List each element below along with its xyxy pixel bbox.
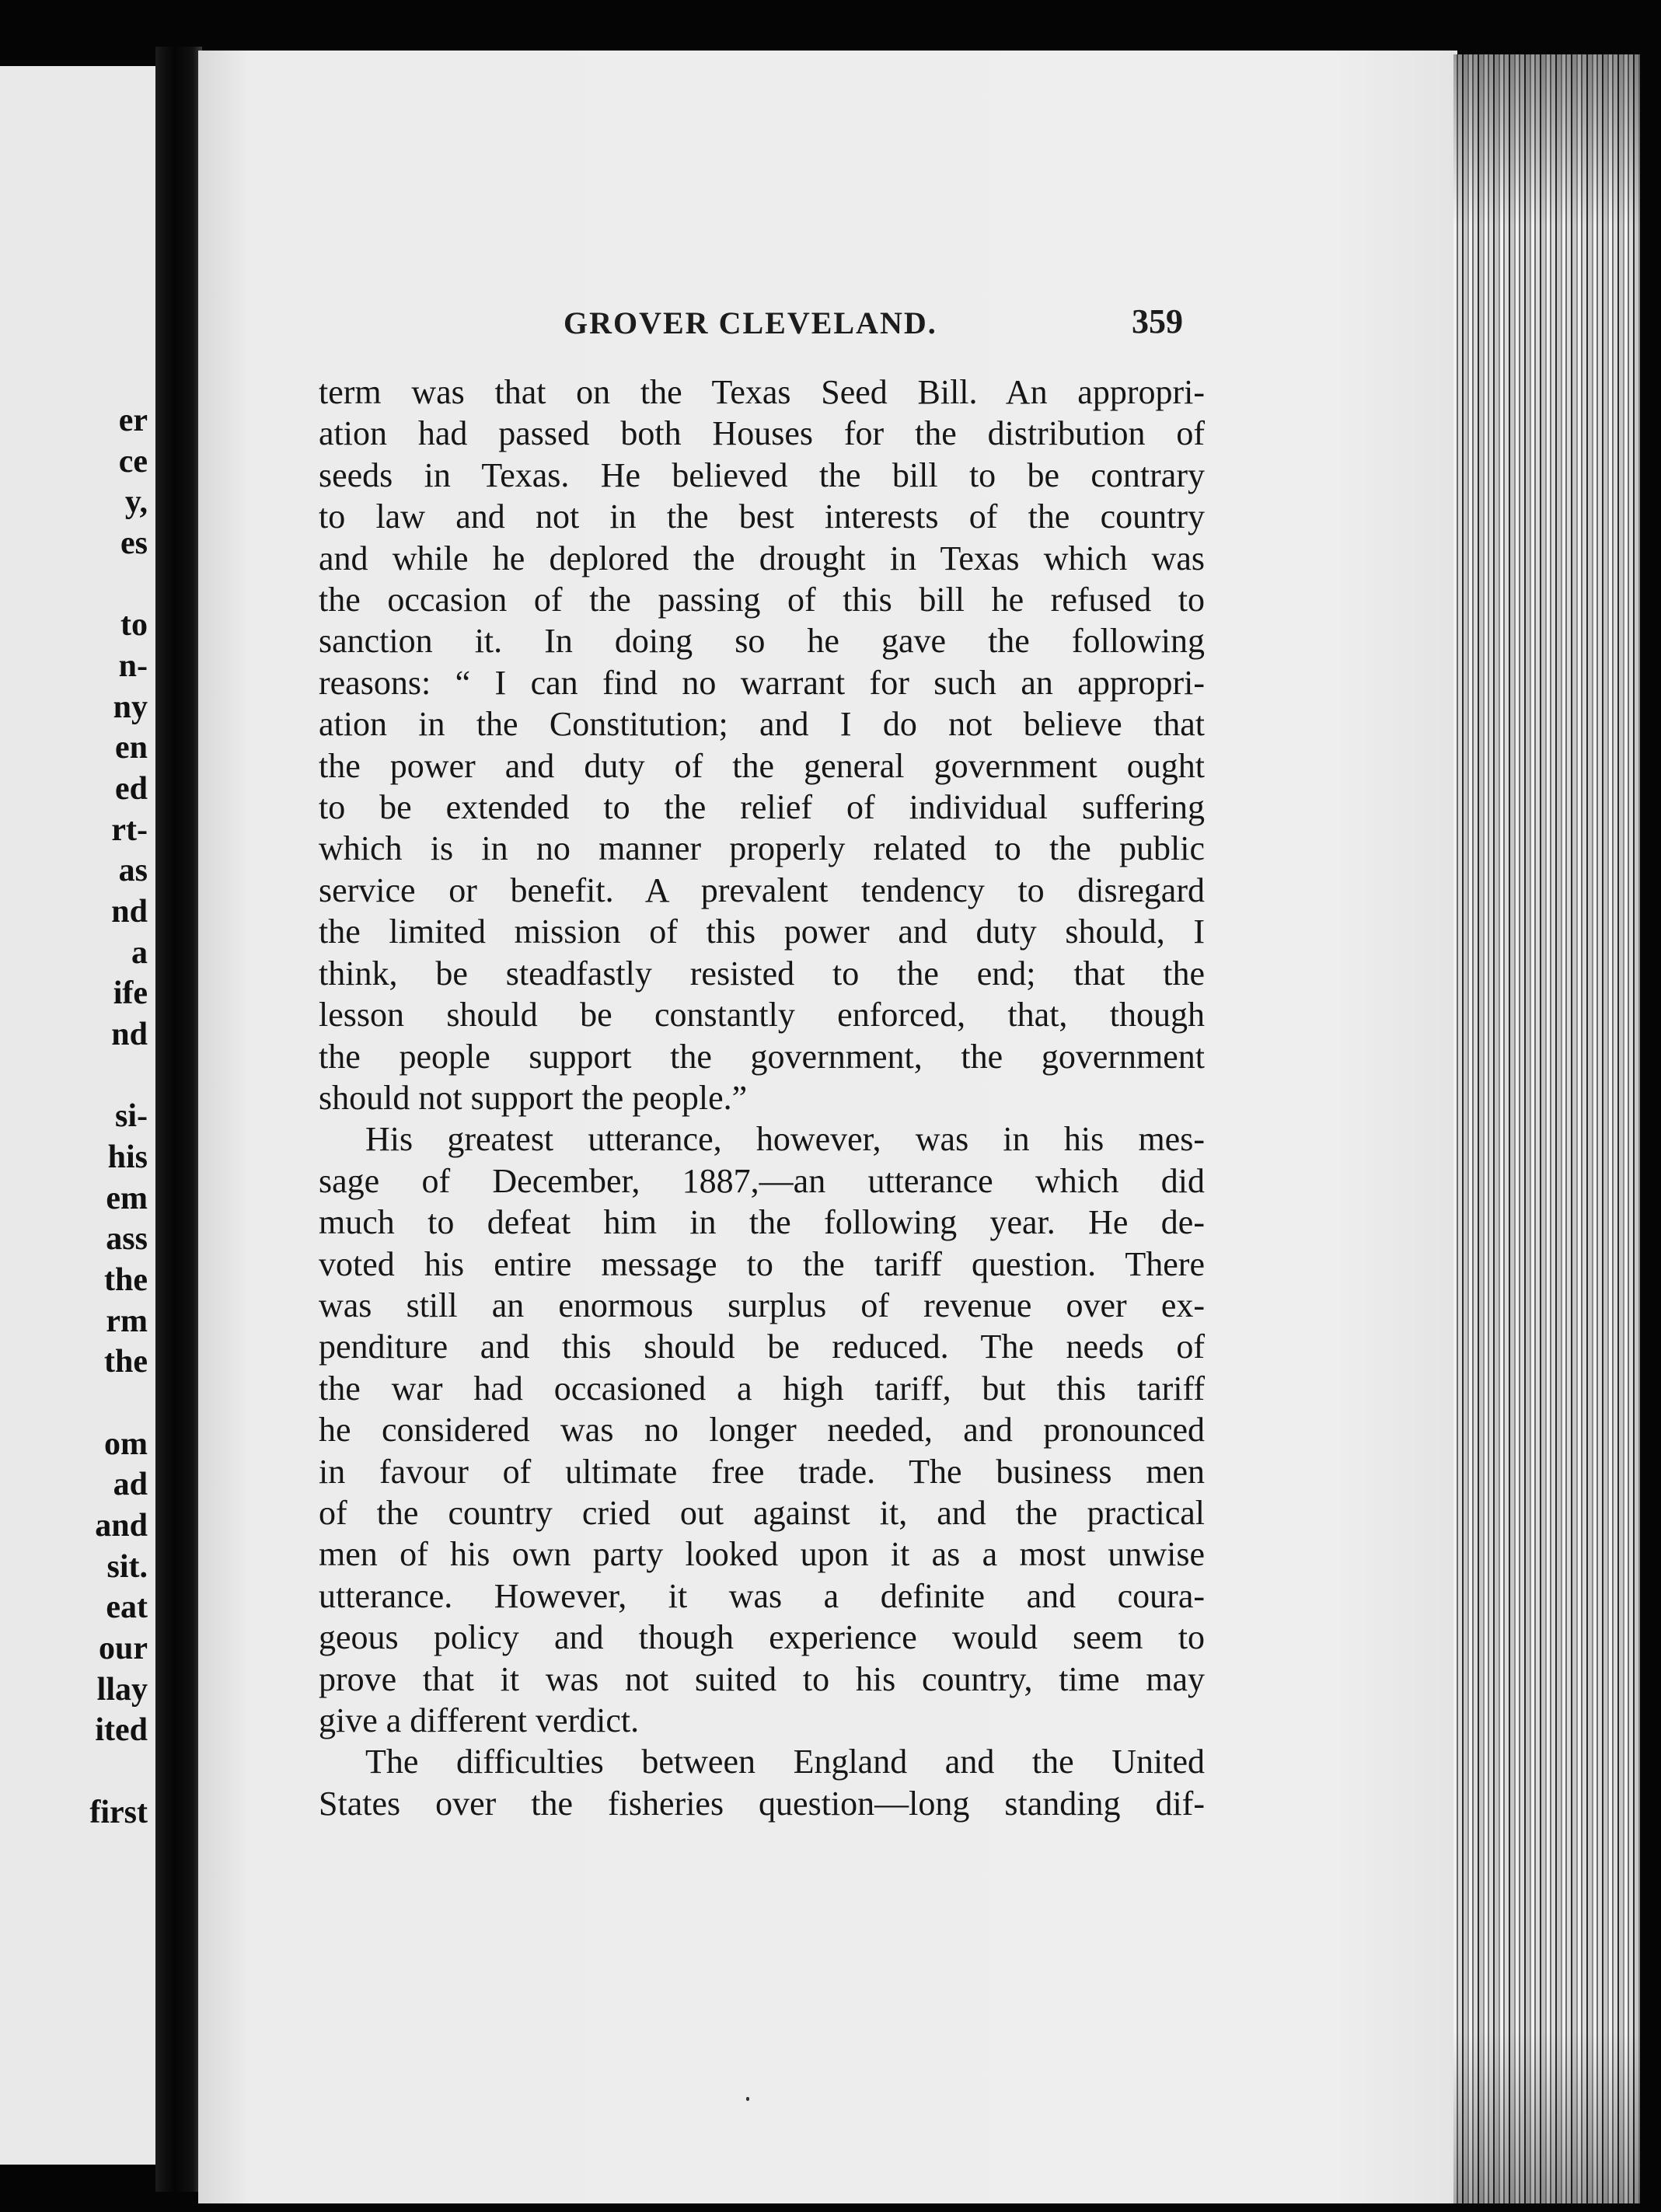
text-line: penditure and this should be reduced. The needs of bbox=[319, 1328, 1205, 1366]
text-line: prove that it was not suited to his country, time may bbox=[319, 1659, 1205, 1698]
facing-page-word: nd bbox=[111, 1017, 148, 1052]
text-line: to law and not in the best interests of the country bbox=[319, 497, 1205, 536]
page-number: 359 bbox=[1132, 302, 1183, 340]
text-line: he considered was no longer needed, and pronounced bbox=[319, 1411, 1205, 1450]
text-line: ation in the Constitution; and I do not believe that bbox=[319, 705, 1205, 744]
body-text bbox=[319, 372, 1205, 1824]
facing-page-word: our bbox=[99, 1631, 148, 1666]
facing-page-word: em bbox=[106, 1181, 148, 1216]
facing-page-word: the bbox=[104, 1262, 148, 1298]
facing-page-word: ad bbox=[113, 1467, 148, 1502]
text-line: was still an enormous surplus of revenue over ex- bbox=[319, 1286, 1205, 1324]
page-edges-shadow bbox=[1453, 54, 1640, 2203]
facing-page-word: sit. bbox=[106, 1549, 148, 1585]
text-line: in favour of ultimate free trade. The business men bbox=[319, 1452, 1205, 1491]
facing-page-word: om bbox=[104, 1426, 148, 1462]
facing-page-word: ited bbox=[95, 1712, 148, 1748]
facing-page-word: ed bbox=[115, 771, 148, 807]
text-line: men of his own party looked upon it as a most unwise bbox=[319, 1535, 1205, 1574]
text-line: ation had passed both Houses for the distribution of bbox=[319, 414, 1205, 453]
text-line: geous policy and though experience would seem to bbox=[319, 1618, 1205, 1657]
text-line: the war had occasioned a high tariff, but this tariff bbox=[319, 1369, 1205, 1408]
facing-page-word: n- bbox=[118, 648, 148, 684]
facing-page-word: eat bbox=[106, 1589, 148, 1625]
paragraph-first-line: The difficulties between England and the United bbox=[365, 1743, 1205, 1781]
text-line: the occasion of the passing of this bill he refused to bbox=[319, 581, 1205, 619]
facing-page-word: and bbox=[95, 1508, 148, 1544]
text-line: service or benefit. A prevalent tendency to disregard bbox=[319, 870, 1205, 909]
facing-page-word: llay bbox=[96, 1672, 148, 1708]
text-line: and while he deplored the drought in Texas which was bbox=[319, 539, 1205, 577]
facing-page-word: a bbox=[131, 935, 148, 971]
facing-page-word: rm bbox=[106, 1303, 148, 1339]
text-line: which is in no manner properly related to the public bbox=[319, 829, 1205, 868]
text-line: States over the fisheries question—long standing dif- bbox=[319, 1784, 1205, 1823]
facing-page-word: ife bbox=[113, 975, 148, 1011]
text-line: seeds in Texas. He believed the bill to be contrary bbox=[319, 455, 1205, 494]
facing-page-word: the bbox=[104, 1344, 148, 1380]
facing-page-word: es bbox=[120, 525, 148, 561]
text-line: term was that on the Texas Seed Bill. An appropri- bbox=[319, 373, 1205, 411]
text-line: reasons: “ I can find no warrant for such an appropri- bbox=[319, 663, 1205, 702]
facing-page-word: his bbox=[107, 1139, 148, 1175]
text-line: sage of December, 1887,—an utterance which did bbox=[319, 1161, 1205, 1200]
scan-speck bbox=[746, 2097, 749, 2101]
text-line: the limited mission of this power and duty should, I bbox=[319, 912, 1205, 951]
facing-page-word: en bbox=[115, 730, 148, 766]
text-line: think, be steadfastly resisted to the end; that the bbox=[319, 954, 1205, 993]
text-line: lesson should be constantly enforced, that, though bbox=[319, 996, 1205, 1034]
facing-page-fragment bbox=[0, 66, 155, 2165]
book-gutter bbox=[155, 47, 202, 2192]
text-line: to be extended to the relief of individual suffering bbox=[319, 788, 1205, 827]
text-line: should not support the people.” bbox=[319, 1078, 748, 1117]
facing-page-word: y, bbox=[124, 484, 148, 520]
text-line: much to defeat him in the following year. He de- bbox=[319, 1203, 1205, 1242]
facing-page-word: first bbox=[89, 1795, 148, 1830]
paragraph-first-line: His greatest utterance, however, was in his mes- bbox=[365, 1120, 1205, 1159]
text-line: sanction it. In doing so he gave the following bbox=[319, 622, 1205, 661]
text-line: of the country cried out against it, and the practical bbox=[319, 1493, 1205, 1532]
text-line: the people support the government, the government bbox=[319, 1037, 1205, 1076]
text-line: give a different verdict. bbox=[319, 1701, 640, 1739]
text-line: voted his entire message to the tariff question. There bbox=[319, 1244, 1205, 1283]
facing-page-word: si- bbox=[115, 1098, 148, 1134]
text-line: utterance. However, it was a definite and coura- bbox=[319, 1576, 1205, 1615]
facing-page-word: ass bbox=[106, 1221, 148, 1257]
facing-page-word: nd bbox=[111, 894, 148, 930]
running-head: GROVER CLEVELAND. bbox=[564, 305, 937, 340]
facing-page-word: ny bbox=[113, 689, 148, 725]
facing-page-word: er bbox=[118, 403, 148, 438]
facing-page-word: as bbox=[118, 853, 148, 888]
text-line: the power and duty of the general government ought bbox=[319, 746, 1205, 785]
facing-page-word: ce bbox=[118, 444, 148, 480]
facing-page-word: rt- bbox=[111, 812, 148, 848]
facing-page-word: to bbox=[120, 607, 148, 643]
